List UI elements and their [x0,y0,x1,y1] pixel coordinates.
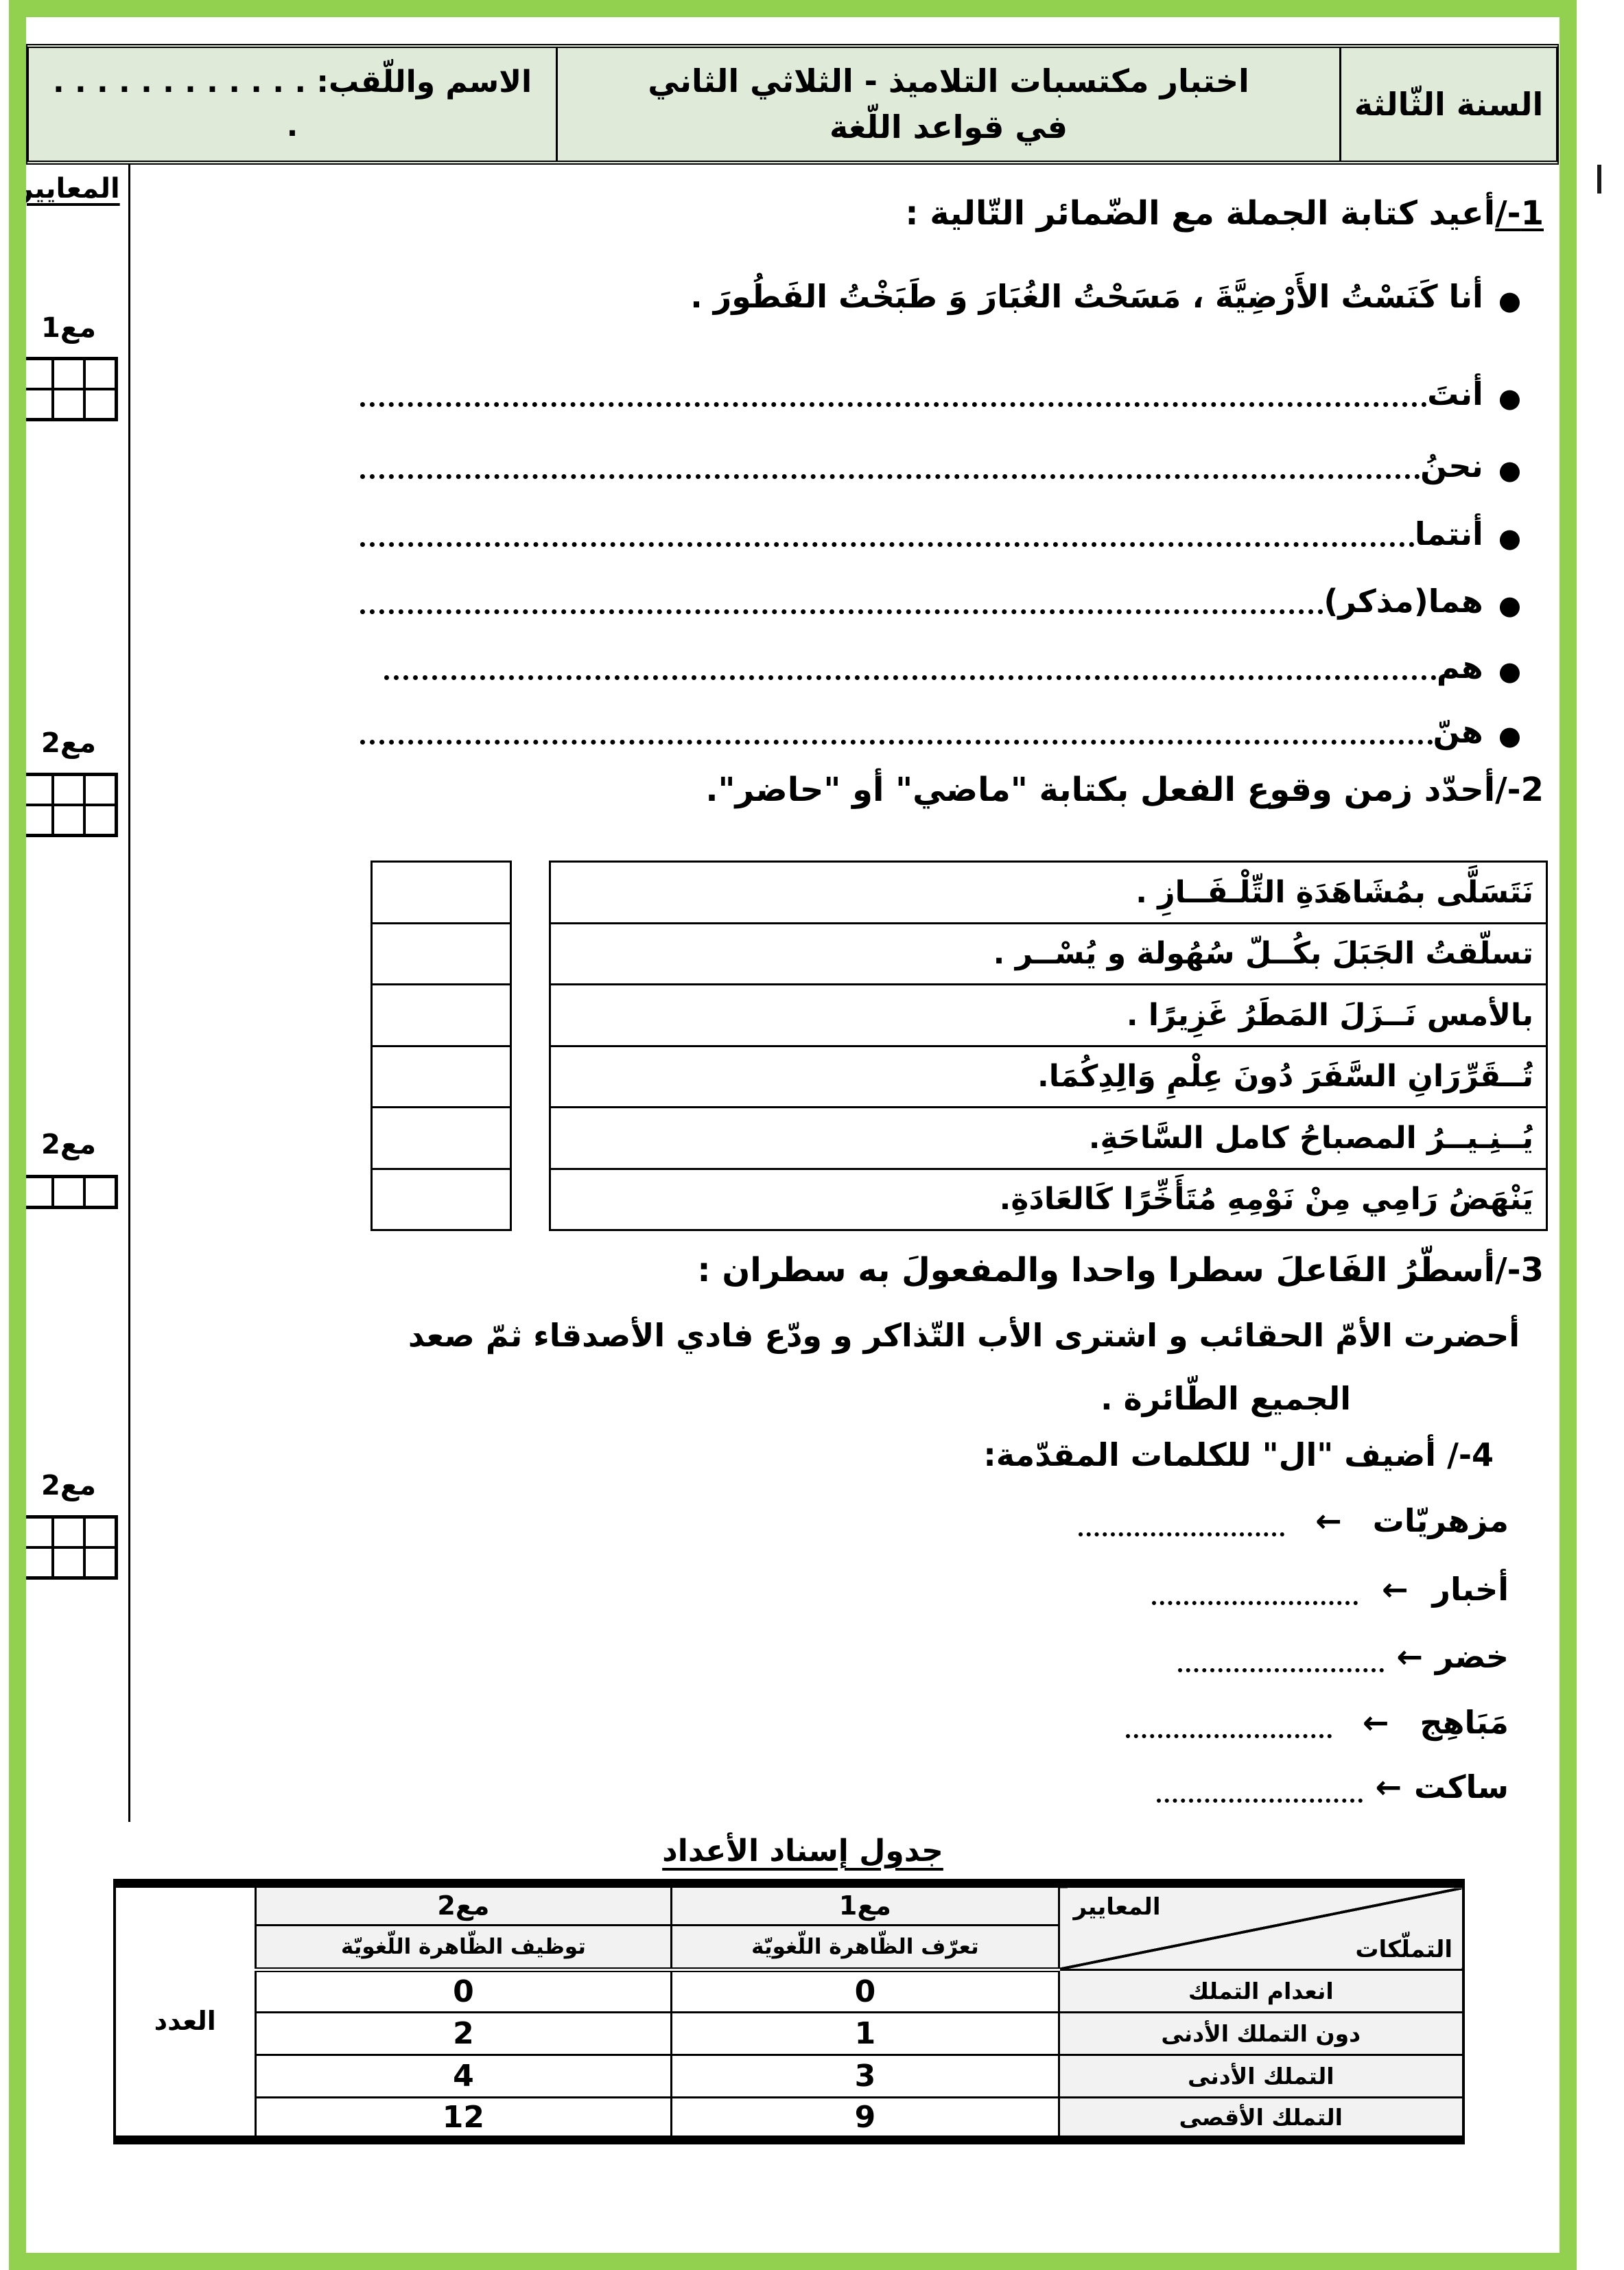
margin-separator-line [128,82,130,1822]
q2-answer-cell[interactable] [373,1170,510,1230]
q1-item [360,371,1521,418]
score-m2: 4 [255,2055,672,2098]
score-m1: 9 [672,2098,1059,2140]
q2-sentence: بالأمس نَــزَلَ المَطَرُ غَزِيرًا . [551,985,1546,1047]
q1-pronoun: هما(مذكر) [1323,583,1483,620]
q4-item [1152,1566,1509,1613]
q2-sentence: نَتَسَلَّى بمُشَاهَدَةِ التِّلْـفَــازِ . [551,863,1546,924]
q1-item [360,578,1521,625]
score-cell[interactable] [84,359,116,389]
q4-item [1178,1633,1509,1681]
bullet-icon: ● [1498,383,1521,413]
exam-title-line1: اختبار مكتسبات التلاميذ - الثلاثي الثاني [648,62,1249,100]
grading-row [115,1970,1463,2013]
score-m2: 12 [255,2098,672,2140]
score-cell[interactable] [21,359,53,389]
q4-title-text: أضيف "ال" للكلمات المقدّمة: [983,1436,1437,1473]
score-cell[interactable] [53,359,84,389]
left-arrow-icon: ← [1375,1768,1402,1805]
grading-header-row-1 [115,1884,1463,1926]
column-code-m1: مع1 [672,1884,1059,1926]
q1-item [384,644,1521,691]
answer-dotted-line[interactable] [1126,1734,1332,1738]
row-label: التملك الأدنى [1059,2055,1463,2098]
q1-model-sentence-row [384,273,1521,320]
q1-pronoun: أنتَ [1427,375,1483,412]
q2-sentence: تسلّقتُ الجَبَلَ بكُــلّ سُهُولة و يُسْــر . [551,924,1546,986]
q1-model-sentence: أنا كَنَسْتُ الأَرْضِيَّةَ ، مَسَحْتُ الغُبَارَ وَ طَبَخْتُ الفَطُورَ . [690,278,1483,315]
score-cell[interactable] [84,1177,116,1207]
q4-word: ساكت [1414,1768,1509,1805]
criteria-marker-2: مع2 [41,727,96,759]
scan-tick-mark [1597,165,1601,194]
corner-mastery-label: التملّكات [1355,1936,1452,1963]
q2-sentence: يَنْهَضُ رَامِي مِنْ نَوْمِهِ مُتَأَخِّرًا كَالعَادَةِ. [999,1182,1533,1217]
header-banner [26,44,1559,165]
score-grid-3[interactable] [19,1175,118,1209]
answer-dotted-line[interactable] [1157,1799,1363,1803]
score-m1: 1 [672,2013,1059,2055]
q1-item [360,708,1521,756]
q1-pronoun: أنتما [1414,515,1483,552]
q2-answer-column [370,861,512,1231]
q4-word: مزهريّات [1372,1502,1509,1539]
q2-number: 2-/ [1495,771,1544,809]
criteria-marker-1: مع1 [41,312,96,344]
q2-sentence: تُــقَرِّرَانِ السَّفَرَ دُونَ عِلْمِ وَالِدِكُمَا. [551,1047,1546,1109]
score-cell[interactable] [21,775,53,805]
score-cell[interactable] [84,1517,116,1547]
criteria-marker-4: مع2 [41,1470,96,1501]
q2-answer-cell[interactable] [373,1108,510,1170]
answer-dotted-line[interactable] [1152,1601,1358,1605]
score-m2: 0 [255,1970,672,2013]
bullet-icon: ● [1498,285,1521,316]
grade-cell [1339,48,1556,161]
grading-row [115,2013,1463,2055]
q1-pronoun: هنّ [1433,713,1483,750]
count-column-cell[interactable]: العدد [115,1884,255,2140]
q2-answer-cell[interactable] [373,1047,510,1109]
q1-title-text: أعيد كتابة الجملة مع الضّمائر التّالية : [905,194,1496,233]
bullet-icon: ● [1498,523,1521,553]
row-label: التملك الأقصى [1059,2098,1463,2140]
answer-dotted-line[interactable] [360,402,1427,407]
q2-answer-cell[interactable] [373,924,510,986]
answer-dotted-line[interactable] [1079,1532,1284,1536]
bullet-icon: ● [1498,590,1521,620]
q1-pronoun: نحنُ [1420,447,1483,484]
q1-item [360,511,1521,558]
student-name-cell[interactable] [29,48,556,161]
q3-sentence-line1: أحضرت الأمّ الحقائب و اشترى الأب التّذاكر و ودّع فادي الأصدقاء ثمّ صعد [408,1317,1520,1354]
answer-dotted-line[interactable] [384,675,1437,680]
grading-row [115,2098,1463,2140]
row-label: دون التملك الأدنى [1059,2013,1463,2055]
score-cell[interactable] [21,1517,53,1547]
grading-table [113,1879,1465,2144]
left-arrow-icon: ← [1315,1502,1342,1539]
bullet-icon: ● [1498,455,1521,485]
score-cell[interactable] [53,775,84,805]
row-label: انعدام التملك [1059,1970,1463,2013]
score-cell[interactable] [21,805,53,835]
q3-sentence-line2: الجميع الطّائرة . [1101,1380,1351,1417]
q2-sentence: يُــنِـيــرُ المصباحُ كامل السَّاحَةِ. [551,1108,1546,1170]
q4-item [1157,1764,1509,1811]
answer-dotted-line[interactable] [360,740,1433,745]
q4-item [1126,1699,1509,1746]
bullet-icon: ● [1498,721,1521,751]
q1-item [360,443,1521,490]
criteria-marker-3: مع2 [41,1129,96,1160]
score-grid-1[interactable] [19,357,118,421]
score-cell[interactable] [84,1547,116,1578]
column-code-m2: مع2 [255,1884,672,1926]
exam-title-line2: في قواعد اللّغة [829,108,1068,145]
q4-word: أخبار [1432,1571,1509,1608]
score-cell[interactable] [53,1177,84,1207]
answer-dotted-line[interactable] [360,542,1415,547]
q1-pronoun: هم [1436,648,1483,686]
score-cell[interactable] [84,775,116,805]
score-cell[interactable] [53,1517,84,1547]
left-arrow-icon: ← [1362,1704,1389,1741]
q4-word: مَبَاهِج [1420,1704,1509,1741]
column-desc-m2: توظيف الظّاهرة اللّغويّة [255,1925,672,1969]
score-cell[interactable] [21,1547,53,1578]
q2-title [705,767,1544,813]
grade-label: السنة الثّالثة [1354,85,1544,123]
q4-item [1079,1497,1509,1545]
score-m1: 3 [672,2055,1059,2098]
q2-answer-cell[interactable] [373,863,510,924]
student-name-dots2: . [286,108,298,143]
grading-corner-cell [1059,1884,1463,1970]
score-grid-4[interactable] [19,1515,118,1580]
left-arrow-icon: ← [1382,1571,1409,1608]
criteria-title: المعايير [17,173,120,204]
q2-title-text: أحدّد زمن وقوع الفعل بكتابة "ماضي" أو "حاضر". [705,771,1496,809]
score-cell[interactable] [21,1177,53,1207]
answer-dotted-line[interactable] [360,474,1420,479]
score-cell[interactable] [53,1547,84,1578]
grading-table-title: جدول إسناد الأعداد [662,1834,943,1869]
score-m2: 2 [255,2013,672,2055]
score-cell[interactable] [53,389,84,419]
q4-title [983,1433,1494,1477]
left-arrow-icon: ← [1396,1638,1423,1675]
score-cell[interactable] [53,805,84,835]
student-name-label: الاسم واللّقب: . . . . . . . . . . . . [52,65,532,100]
q2-sentences-table [549,861,1548,1231]
answer-dotted-line[interactable] [1178,1668,1384,1672]
score-cell[interactable] [21,389,53,419]
q1-number: 1-/ [1495,194,1544,233]
q3-title-text: أسطّرُ الفَاعلَ سطرا واحدا والمفعولَ به سطران : [697,1251,1496,1289]
q3-title [697,1248,1544,1294]
q3-number: 3-/ [1495,1251,1544,1289]
q1-title [905,191,1544,237]
exam-title-cell [556,48,1339,161]
grading-row [115,2055,1463,2098]
bullet-icon: ● [1498,656,1521,686]
score-cell[interactable] [84,805,116,835]
answer-dotted-line[interactable] [360,609,1323,614]
score-m1: 0 [672,1970,1059,2013]
q4-word: خضر [1435,1638,1509,1675]
q2-answer-cell[interactable] [373,985,510,1047]
corner-criteria-label: المعايير [1073,1893,1161,1921]
column-desc-m1: تعرّف الظّاهرة اللّغويّة [672,1925,1059,1969]
q4-number: 4-/ [1447,1436,1494,1473]
score-cell[interactable] [84,389,116,419]
score-grid-2[interactable] [19,773,118,837]
